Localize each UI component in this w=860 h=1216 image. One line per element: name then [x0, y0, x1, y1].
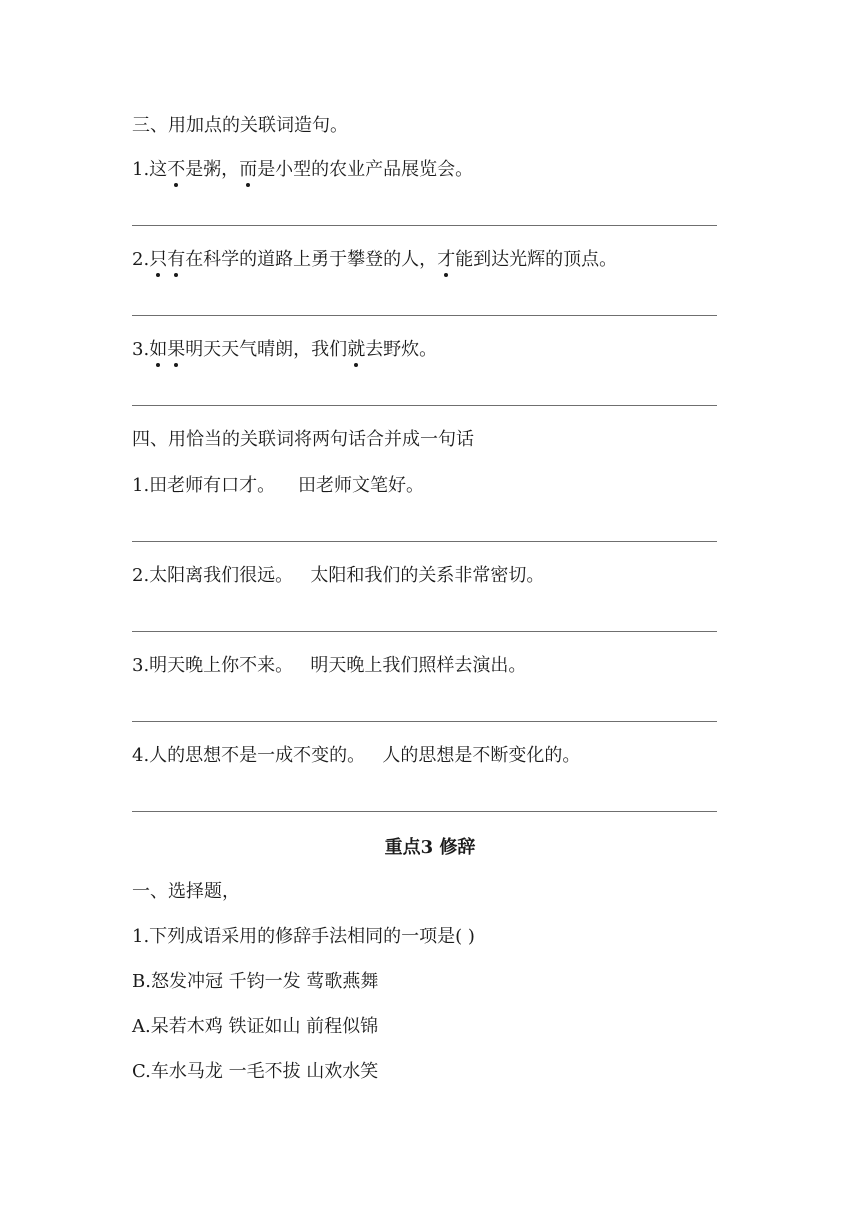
option-c: C.车水马龙 一毛不拔 山欢水笑	[132, 1061, 379, 1082]
text-segment: 在科学的道路上勇于攀登的人，	[185, 249, 438, 270]
section-4-item-2: 2.太阳离我们很远。 太阳和我们的关系非常密切。	[132, 565, 545, 586]
emphasis-dot-char: 果	[167, 339, 186, 360]
option-a: A.呆若木鸡 铁证如山 前程似锦	[132, 1016, 379, 1037]
option-b: B.怒发冲冠 千钧一发 莺歌燕舞	[132, 971, 379, 992]
emphasis-dot-char: 而	[239, 159, 258, 180]
answer-line	[132, 315, 717, 316]
emphasis-dot-char: 就	[347, 339, 366, 360]
text-segment: 是小型的农业产品展览会。	[257, 159, 474, 180]
answer-line	[132, 405, 717, 406]
section-3-item-3	[132, 338, 437, 362]
emphasis-dot-char: 只	[149, 249, 168, 270]
section-4-item-3: 3.明天晚上你不来。 明天晚上我们照样去演出。	[132, 655, 527, 676]
emphasis-dot-char: 有	[167, 249, 186, 270]
emphasis-dot-char: 不	[167, 159, 186, 180]
section-3-title: 三、用加点的关联词造句。	[132, 115, 348, 136]
section-3-item-2	[132, 248, 617, 272]
section-3-item-1	[132, 158, 473, 182]
text-segment: 能到达光辉的顶点。	[455, 249, 618, 270]
answer-line	[132, 631, 717, 632]
text-segment: 3.	[132, 339, 150, 360]
question-1: 1.下列成语采用的修辞手法相同的一项是( )	[132, 926, 475, 947]
section-1-title: 一、选择题，	[132, 881, 240, 902]
text-segment: 明天天气晴朗，我们	[185, 339, 348, 360]
answer-line	[132, 225, 717, 226]
emphasis-dot-char: 如	[149, 339, 168, 360]
text-segment: 是粥，	[185, 159, 240, 180]
answer-line	[132, 541, 717, 542]
answer-line	[132, 811, 717, 812]
text-segment: 2.	[132, 249, 150, 270]
section-4-item-1: 1.田老师有口才。 田老师文笔好。	[132, 475, 425, 496]
emphasis-dot-char: 才	[437, 249, 456, 270]
text-segment: 去野炊。	[365, 339, 438, 360]
section-4-item-4: 4.人的思想不是一成不变的。 人的思想是不断变化的。	[132, 745, 581, 766]
text-segment: 1.这	[132, 159, 168, 180]
answer-line	[132, 721, 717, 722]
section-heading: 重点3 修辞	[384, 837, 476, 858]
section-4-title: 四、用恰当的关联词将两句话合并成一句话	[132, 429, 474, 450]
